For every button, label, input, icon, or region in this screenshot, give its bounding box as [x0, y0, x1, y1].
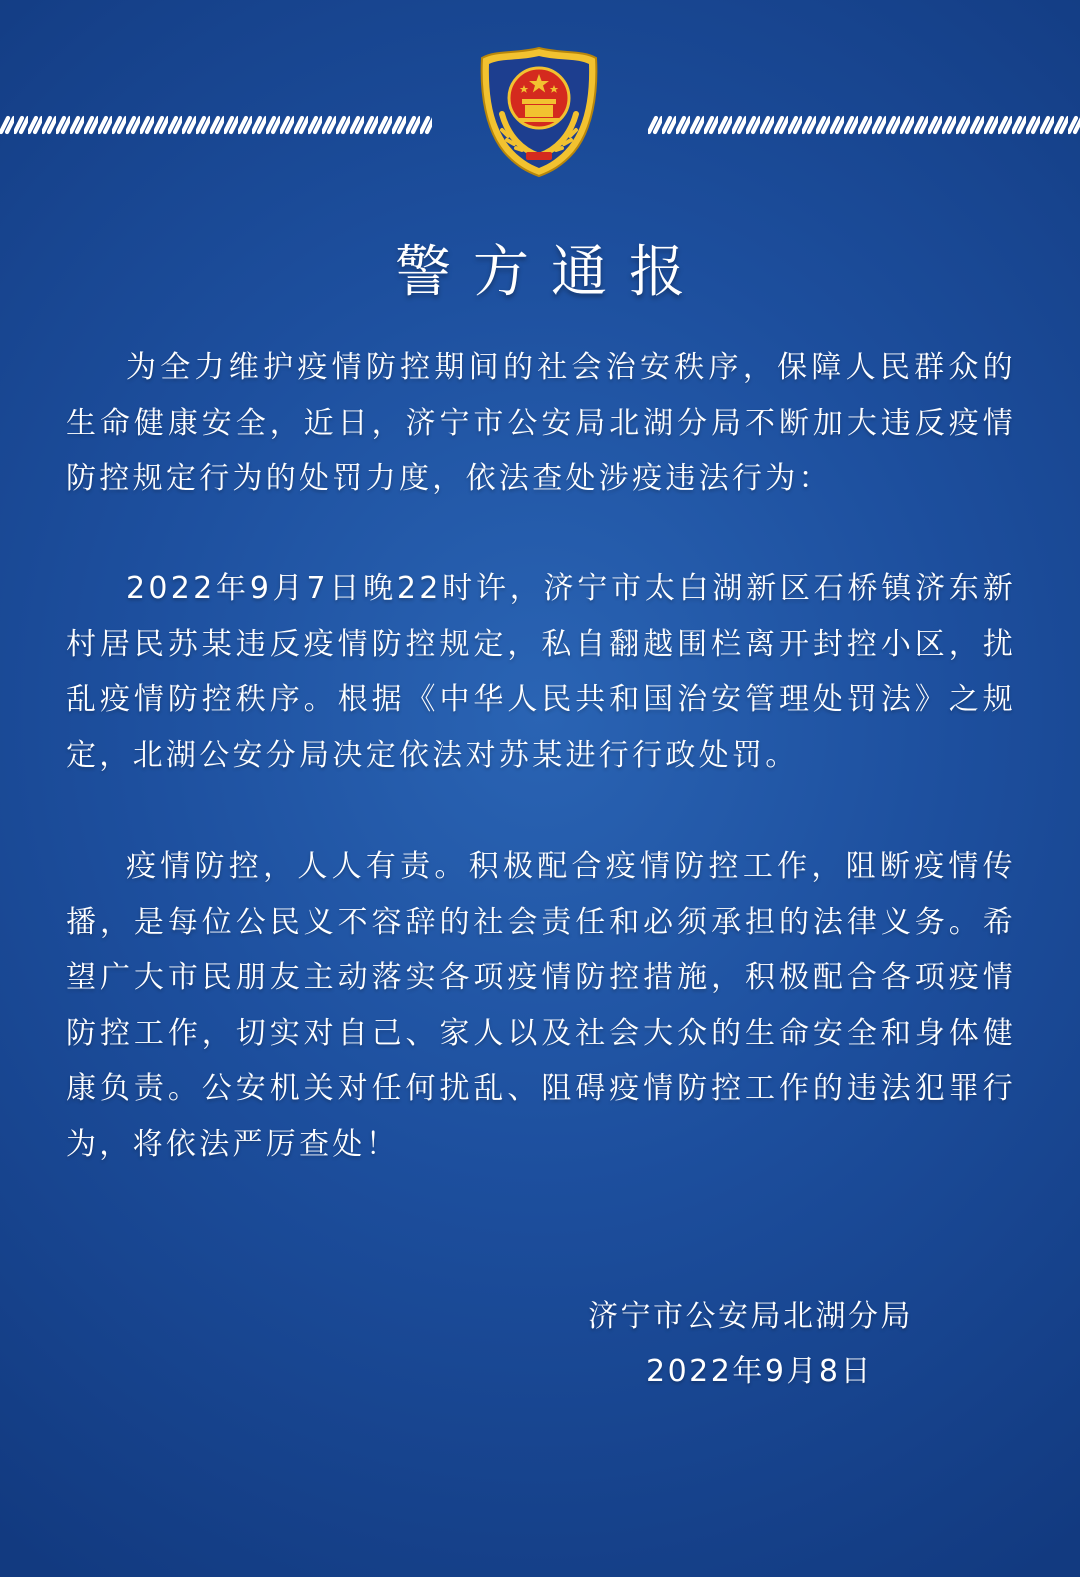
signature-organization: 济宁市公安局北湖分局 — [588, 1299, 913, 1334]
rope-border-left — [0, 114, 432, 136]
police-emblem-icon — [474, 44, 604, 178]
notice-paragraph-3: 疫情防控，人人有责。积极配合疫情防控工作，阻断疫情传播，是每位公民义不容辞的社会责任和必须承担的法律义务。希望广大市民朋友主动落实各项疫情防控措施，积极配合各项疫情防控工作，切实对自己、家人以及社会大众的生命安全和身体健康负责。公安机关对任何扰乱、阻碍疫情防控工作的违法犯罪行为，将依法严厉查处！ — [66, 849, 1016, 1162]
rope-border-right — [648, 114, 1080, 136]
notice-title: 警方通报 — [395, 240, 707, 305]
notice-paragraph-2: 2022年9月7日晚22时许，济宁市太白湖新区石桥镇济东新村居民苏某违反疫情防控规定，私自翻越围栏离开封控小区，扰乱疫情防控秩序。根据《中华人民共和国治安管理处罚法》之规定，北湖公安分局决定依法对苏某进行行政处罚。 — [66, 571, 1016, 773]
notice-paragraph-1: 为全力维护疫情防控期间的社会治安秩序，保障人民群众的生命健康安全，近日，济宁市公安局北湖分局不断加大违反疫情防控规定行为的处罚力度，依法查处涉疫违法行为： — [66, 350, 1016, 496]
signature-date: 2022年9月8日 — [646, 1354, 874, 1389]
